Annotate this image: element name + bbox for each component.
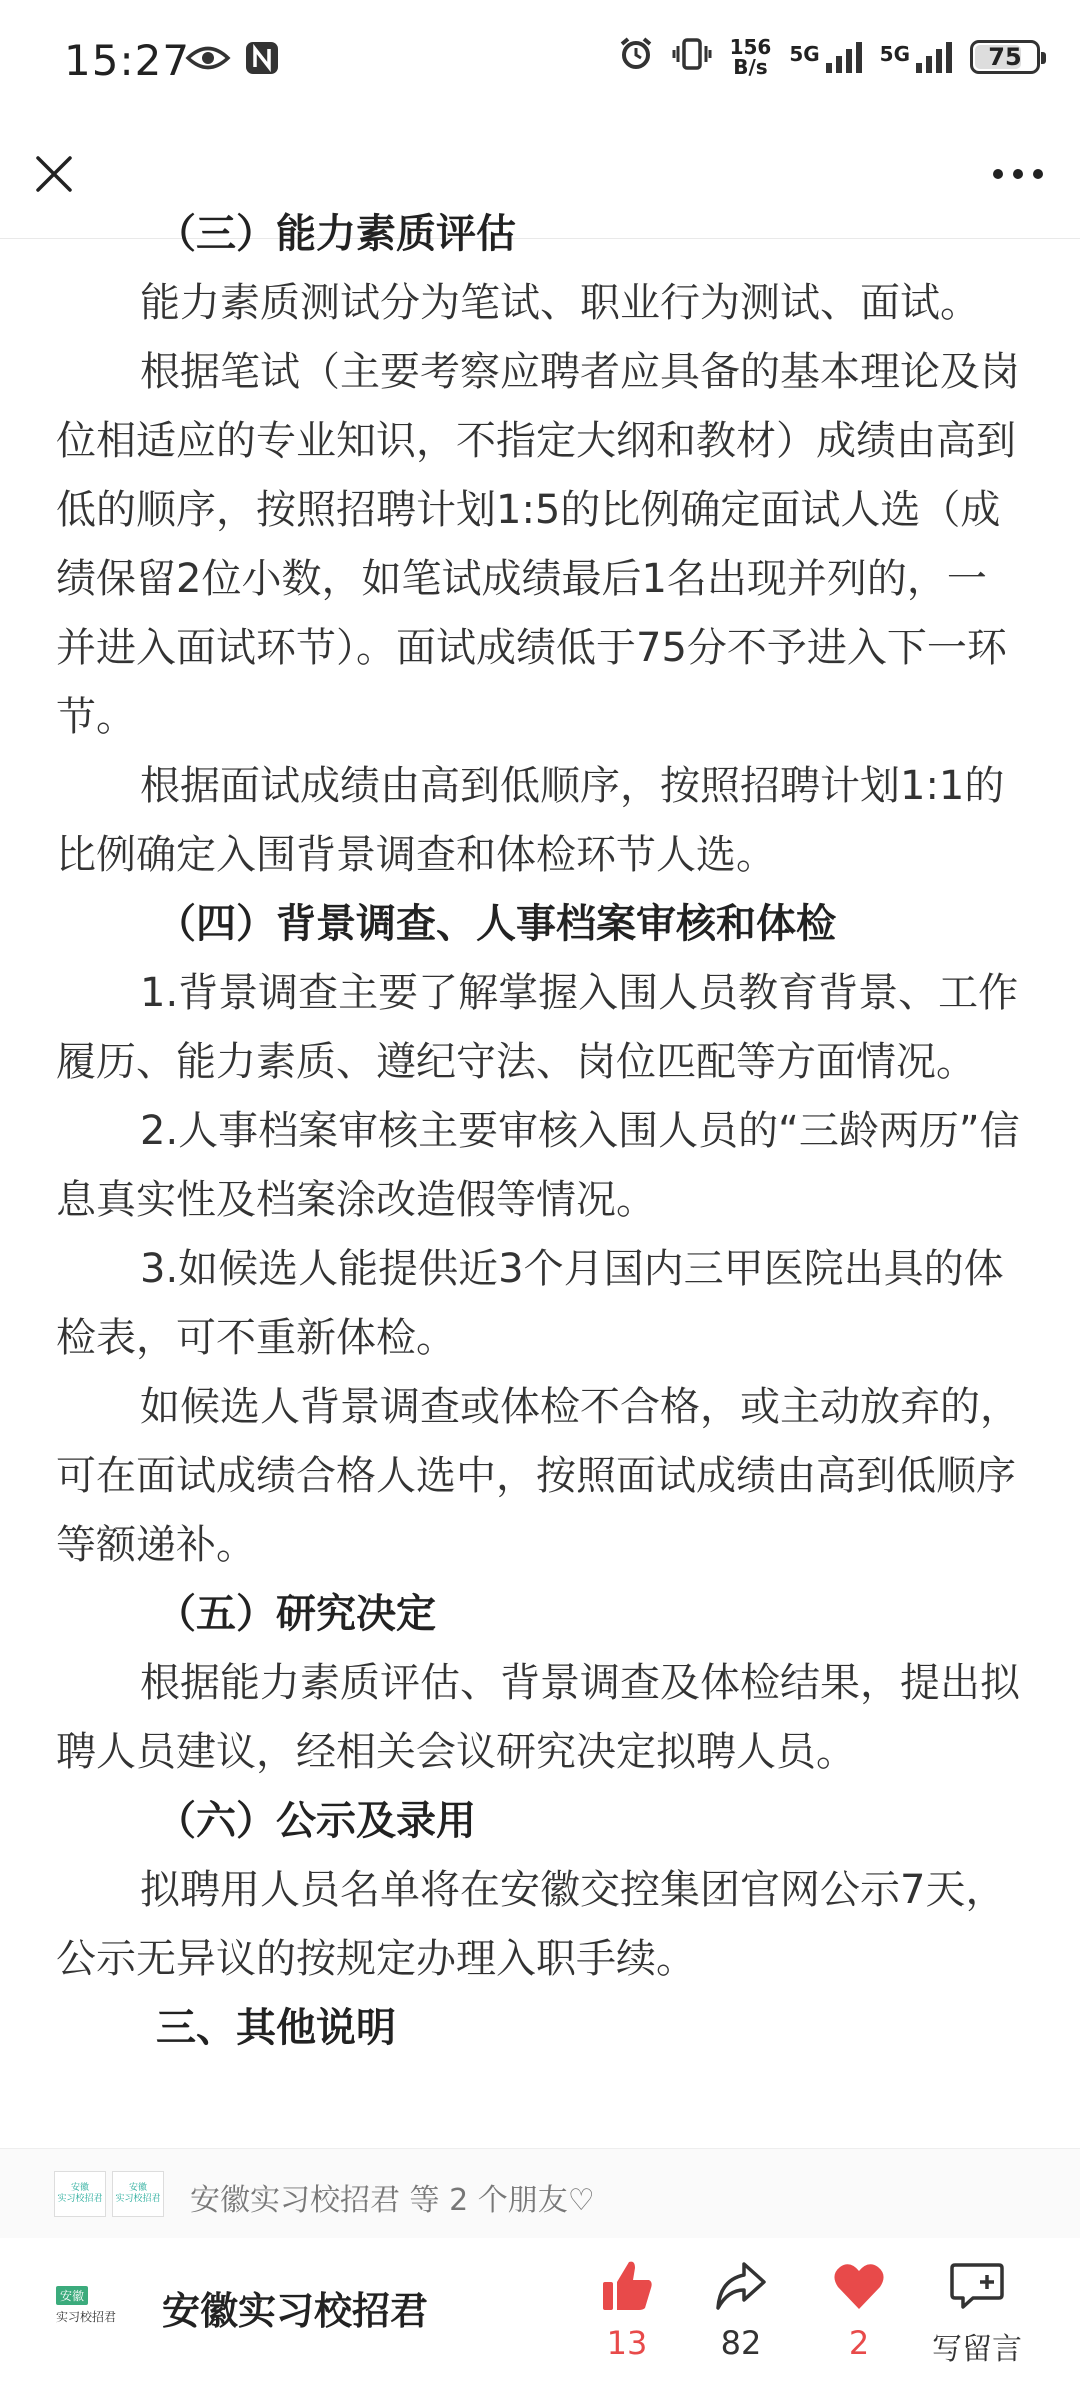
comment-icon [949, 2261, 1005, 2311]
section-heading: （五）研究决定 [156, 1591, 436, 1637]
status-left-icons [186, 40, 280, 80]
friend-avatar: 安徽 实习校招君 [112, 2171, 164, 2217]
friends-row[interactable] [0, 2148, 1080, 2239]
paragraph: 1.背景调查主要了解掌握入围人员教育背景、工作履历、能力素质、遵纪守法、岗位匹配等方面情况。 [56, 970, 1019, 1085]
logo-mark: 安徽 [56, 2286, 88, 2305]
friends-text: 安徽实习校招君 等 2 个朋友♡ [190, 2183, 595, 2218]
status-right-icons [618, 36, 1040, 78]
section-heading: （四）背景调查、人事档案审核和体检 [156, 901, 836, 947]
share-count: 82 [720, 2324, 762, 2362]
paragraph: 3.如候选人能提供近3个月国内三甲医院出具的体检表，可不重新体检。 [56, 1246, 1004, 1361]
section-heading: （六）公示及录用 [156, 1798, 476, 1844]
close-icon [32, 152, 76, 196]
friend-avatar: 安徽 实习校招君 [54, 2171, 106, 2217]
comment-label: 写留言 [932, 2332, 1022, 2367]
article-body [56, 200, 1026, 2063]
favorite-button[interactable] [804, 2256, 914, 2362]
status-bar [0, 0, 1080, 130]
article-content [0, 211, 1080, 2148]
more-icon [990, 167, 1046, 181]
share-button[interactable] [686, 2256, 796, 2362]
alarm-icon [618, 36, 654, 78]
account-logo[interactable] [56, 2278, 136, 2332]
vibrate-icon [672, 36, 712, 78]
like-count: 13 [606, 2324, 648, 2362]
section-heading: 三、其他说明 [156, 2005, 396, 2051]
comment-button[interactable] [922, 2256, 1032, 2368]
share-icon [714, 2260, 768, 2312]
net-speed: 156 B/s [729, 35, 772, 79]
status-time: 15:27 [64, 36, 191, 85]
paragraph: 根据能力素质评估、背景调查及体检结果，提出拟聘人员建议，经相关会议研究决定拟聘人员。 [56, 1660, 1020, 1775]
paragraph: 根据面试成绩由高到低顺序，按照招聘计划1:1的比例确定入围背景调查和体检环节人选。 [56, 763, 1005, 878]
logo-text: 实习校招君 [56, 2309, 117, 2324]
bottom-bar [0, 2238, 1080, 2382]
like-button[interactable] [572, 2256, 682, 2362]
battery-icon: 75 [970, 40, 1040, 74]
thumbs-up-icon [599, 2258, 655, 2314]
eye-icon [186, 43, 230, 77]
signal-2-icon: 5G [880, 42, 952, 73]
paragraph: 拟聘用人员名单将在安徽交控集团官网公示7天，公示无异议的按规定办理入职手续。 [56, 1867, 1006, 1982]
signal-1-icon: 5G [789, 42, 861, 73]
close-button[interactable] [26, 146, 82, 202]
paragraph: 能力素质测试分为笔试、职业行为测试、面试。 [140, 280, 980, 326]
nfc-icon [244, 40, 280, 80]
paragraph: 如候选人背景调查或体检不合格，或主动放弃的，可在面试成绩合格人选中，按照面试成绩由高到低顺序等额递补。 [56, 1384, 1020, 1568]
favorite-count: 2 [848, 2324, 870, 2362]
paragraph: 根据笔试（主要考察应聘者应具备的基本理论及岗位相适应的专业知识，不指定大纲和教材）成绩由高到低的顺序，按照招聘计划1:5的比例确定面试人选（成绩保留2位小数，如笔试成绩最后1名出现并列的，一并进入面试环节）。面试成绩低于75分不予进入下一环节。 [56, 349, 1020, 740]
paragraph: 2.人事档案审核主要审核入围人员的“三龄两历”信息真实性及档案涂改造假等情况。 [56, 1108, 1020, 1223]
section-heading: （三）能力素质评估 [156, 211, 516, 257]
heart-icon [832, 2261, 886, 2311]
account-name[interactable]: 安徽实习校招君 [162, 2289, 429, 2333]
more-options-button[interactable] [986, 146, 1050, 202]
